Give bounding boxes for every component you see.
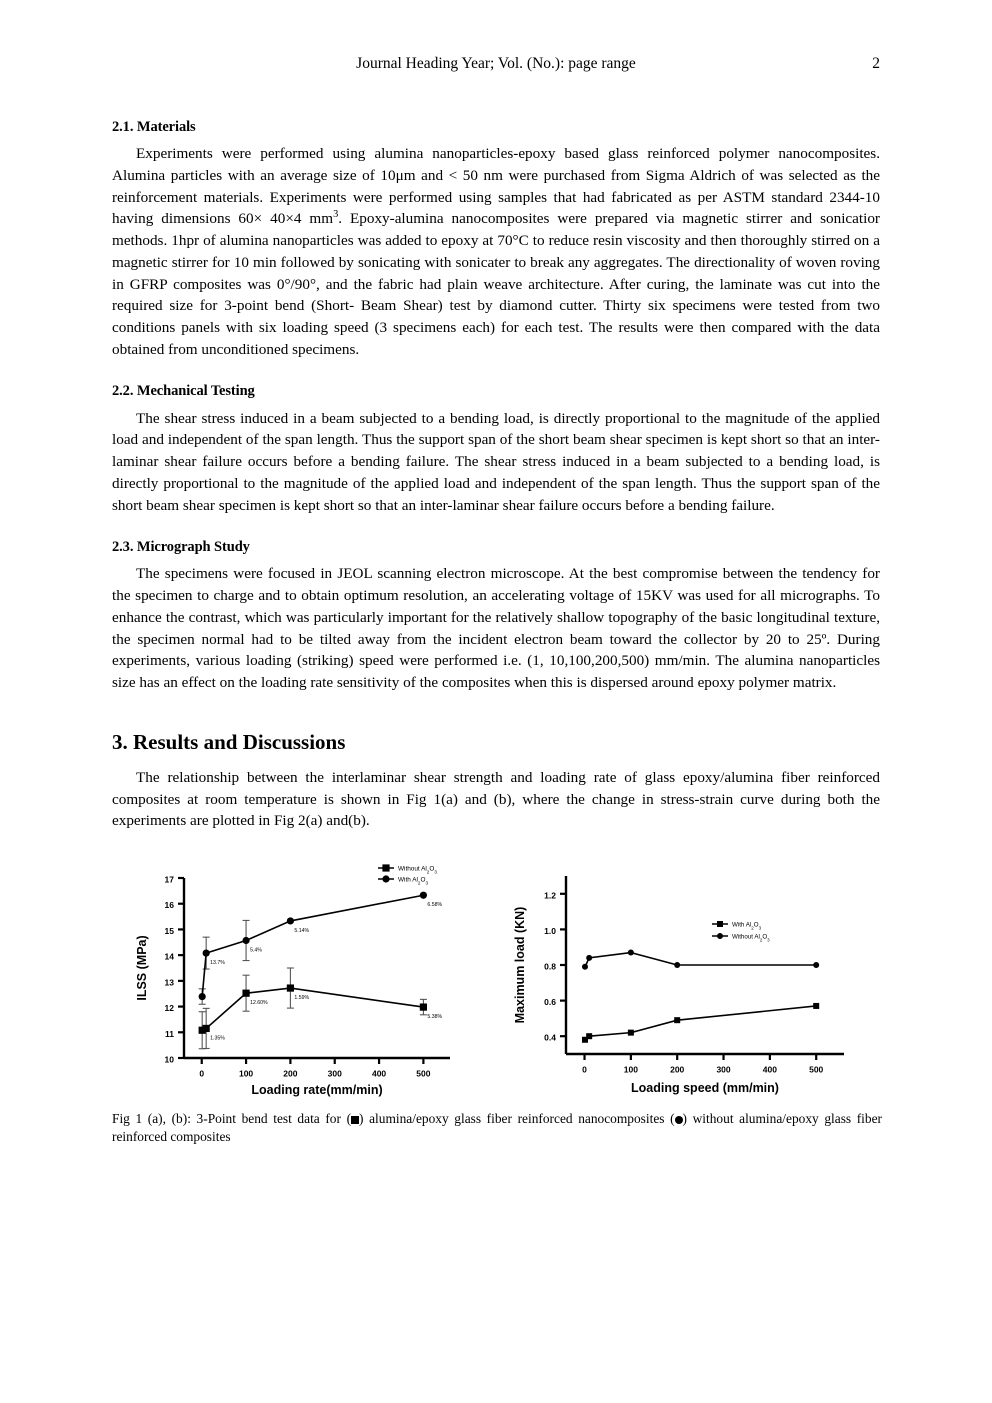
- data-point-label: 12.60%: [250, 1000, 268, 1007]
- data-point-label: 5.14%: [294, 927, 310, 934]
- data-point-label: 1.35%: [210, 1035, 225, 1042]
- data-point: [813, 962, 819, 968]
- heading-materials: 2.1. Materials: [112, 119, 196, 135]
- data-point: [813, 1003, 819, 1009]
- page-number: 2: [872, 55, 880, 72]
- data-point-label: 5.38%: [427, 1014, 443, 1021]
- materials-text-a: Experiments were performed using alumina nanoparticles-epoxy based glass reinforced polymer nanocomposites. Alumina particles with an average size of 10μm and < 50 nm were purchased from Sigma Aldrich of was selected as the reinforcement materials. Experiments were performed using samples that had fabricated as per ASTM standard 2344-10 having dimensions 60× 40×4 mm: [112, 145, 880, 228]
- heading-results-and-discussions: 3. Results and Discussions: [112, 729, 346, 754]
- x-tick-label: 100: [238, 1068, 254, 1079]
- x-tick-label: 200: [283, 1068, 298, 1079]
- legend-item-0: [378, 864, 437, 874]
- data-point: [203, 1025, 210, 1032]
- paragraph-materials: [112, 143, 880, 360]
- paragraph-results: The relationship between the interlaminar shear strength and loading rate of glass epoxy/alumina fiber reinforced composites at room temperature is shown in Fig 1(a) and (b), where the change in stress-strain curve during both the experiments are plotted in Fig 2(a) and(b).: [112, 768, 880, 830]
- x-tick-label: 400: [371, 1068, 387, 1079]
- series-with-al2o3: [199, 892, 443, 1005]
- chart-fig-1b: [500, 862, 880, 1102]
- figure-1-caption: [112, 1110, 882, 1146]
- y-tick-label: 17: [164, 874, 174, 885]
- data-point-label: 1.59%: [294, 995, 310, 1002]
- y-tick-label: 13: [164, 977, 174, 988]
- heading-mechanical-testing: 2.2. Mechanical Testing: [112, 383, 255, 400]
- data-point: [420, 892, 427, 899]
- data-point: [628, 950, 634, 956]
- y-tick-label: 0.6: [544, 997, 556, 1008]
- data-point: [586, 1033, 592, 1039]
- legend-marker: [717, 921, 723, 927]
- series-without-al2o3: [582, 950, 819, 970]
- data-point: [242, 990, 249, 997]
- series-line: [202, 895, 423, 996]
- data-point: [203, 949, 210, 956]
- legend-marker: [382, 864, 389, 871]
- x-tick-label: 500: [416, 1068, 431, 1079]
- y-tick-label: 0.8: [544, 961, 556, 972]
- spacer: [112, 374, 880, 382]
- series-line: [585, 1006, 816, 1040]
- series-line: [202, 988, 423, 1030]
- legend-item-0: [712, 921, 762, 930]
- y-tick-label: 1.0: [544, 925, 556, 936]
- y-tick-label: 1.2: [544, 890, 556, 901]
- y-tick-label: 12: [164, 1003, 174, 1014]
- y-tick-label: 11: [165, 1028, 174, 1039]
- legend-label-0-text: Without $Al_2O_3$: [398, 865, 437, 875]
- x-tick-label: 300: [327, 1068, 342, 1079]
- series-without-al2o3: [199, 968, 443, 1049]
- data-point-label: 13.7%: [210, 960, 225, 967]
- materials-superscript: 3: [333, 209, 339, 221]
- y-tick-label: 14: [164, 951, 174, 962]
- legend-label-1: [398, 877, 428, 886]
- x-tick-label: 400: [762, 1064, 777, 1075]
- data-point: [586, 955, 592, 961]
- data-point: [242, 937, 249, 944]
- heading-micrograph-study: 2.3. Micrograph Study: [112, 539, 250, 556]
- paragraph-micrograph-study: The specimens were focused in JEOL scanning electron microscope. At the best compromise between the tendency for the specimen to charge and to obtain optimum resolution, an accelerating voltage of 15KV was used for all micrographs. To enhance the contrast, which was particularly important for the relatively shallow topography of the basic longitudinal texture, the specimen normal had to be tilted away from the incident electron beam toward the collector by 20 to 25º. During experiments, various loading (striking) speed were performed i.e. (1, 10,100,200,500) mm/min. The alumina nanoparticles size has an effect on the loading rate sensitivity of the composites when this is dispersed around epoxy polymer matrix.: [112, 565, 880, 692]
- document-body: [112, 118, 880, 832]
- journal-heading: Journal Heading Year; Vol. (No.): page range: [356, 55, 636, 72]
- legend-label-0: [732, 922, 762, 931]
- legend-item-1: [712, 933, 770, 942]
- data-point: [287, 917, 294, 924]
- chart-fig-1b-svg: [500, 862, 880, 1102]
- data-point: [582, 964, 588, 970]
- y-tick-label: 10: [164, 1054, 174, 1065]
- data-point: [628, 1030, 634, 1036]
- x-tick-label: 100: [623, 1064, 638, 1075]
- circle-marker-icon: [675, 1116, 683, 1124]
- materials-text-b: . Epoxy-alumina nanocomposites were prepared via magnetic stirrer and sonicatior methods. 1hpr of alumina nanoparticles was added to epoxy at 70°C to reduce resin viscosity and then thoroughly stirred on a magnetic stirrer for 10 min followed by sonicating with sonicater to break any aggregates. The directionality of woven roving in GFRP composites was 0°/90°, and the fabric had plain weave architecture. After curing, the laminate was cut into the required size for 3-point bend (Short- Beam Shear) test by diamond cutter. Thirty six specimens were tested from two conditions panels with six loading speed (3 specimens each) for each test. The results were then compared with the data obtained from unconditioned specimens.: [112, 210, 880, 358]
- data-point-label: 5.4%: [250, 947, 262, 954]
- x-tick-label: 500: [809, 1064, 824, 1075]
- legend-marker: [382, 875, 389, 882]
- spacer: [112, 530, 880, 538]
- legend-label-1-text: With $Al_2O_3$: [398, 876, 428, 886]
- legend-label-1-text: Without $Al_2O_3$: [732, 933, 770, 943]
- y-axis-label: Maximum load (KN): [513, 906, 527, 1024]
- legend-label-1: [732, 934, 770, 943]
- x-axis-label: Loading rate(mm/min): [251, 1083, 383, 1097]
- data-point-label: 6.58%: [427, 902, 443, 909]
- x-tick-label: 0: [199, 1068, 205, 1079]
- x-axis-label: Loading speed (mm/min): [631, 1081, 779, 1095]
- x-tick-label: 200: [670, 1064, 685, 1075]
- legend-label-0: [398, 866, 437, 875]
- legend-marker: [717, 933, 723, 939]
- square-marker-icon: [351, 1116, 359, 1124]
- data-point: [287, 984, 294, 991]
- y-axis-label: ILSS (MPa): [135, 935, 149, 1001]
- chart-fig-1a-svg: [120, 862, 488, 1102]
- y-tick-label: 0.4: [544, 1032, 556, 1043]
- x-tick-label: 0: [582, 1064, 587, 1075]
- y-tick-label: 15: [164, 925, 174, 936]
- data-point: [420, 1003, 427, 1010]
- data-point: [199, 993, 206, 1000]
- figure-1-group: [112, 862, 880, 1102]
- chart-fig-1a: [120, 862, 488, 1102]
- running-header: [112, 55, 880, 79]
- caption-part-1: Fig 1 (a), (b): 3-Point bend test data for (: [112, 1111, 352, 1126]
- caption-part-2: ) alumina/epoxy glass fiber reinforced nanocomposites (: [359, 1111, 675, 1126]
- data-point: [674, 962, 680, 968]
- series-line: [585, 953, 816, 967]
- x-tick-label: 300: [716, 1064, 731, 1075]
- paragraph-mechanical-testing: The shear stress induced in a beam subjected to a bending load, is directly proportional to the magnitude of the applied load and independent of the span length. Thus the support span of the short beam shear specimen is kept short so that an inter-laminar shear failure occurs before a bending failure. The shear stress induced in a beam subjected to a bending load, is directly proportional to the magnitude of the applied load and independent of the span length. Thus the support span of the short beam shear specimen is kept short so that an inter-laminar shear failure occurs before a bending failure.: [112, 409, 880, 514]
- data-point: [674, 1017, 680, 1023]
- legend-label-0-text: With $Al_2O_3$: [732, 921, 762, 931]
- y-tick-label: 16: [164, 900, 174, 911]
- legend-item-1: [378, 875, 428, 885]
- caption-part-3: ) without alumina/epoxy glass fiber reinforced composites: [112, 1111, 883, 1145]
- series-with-al2o3: [582, 1003, 819, 1043]
- spacer: [112, 708, 880, 730]
